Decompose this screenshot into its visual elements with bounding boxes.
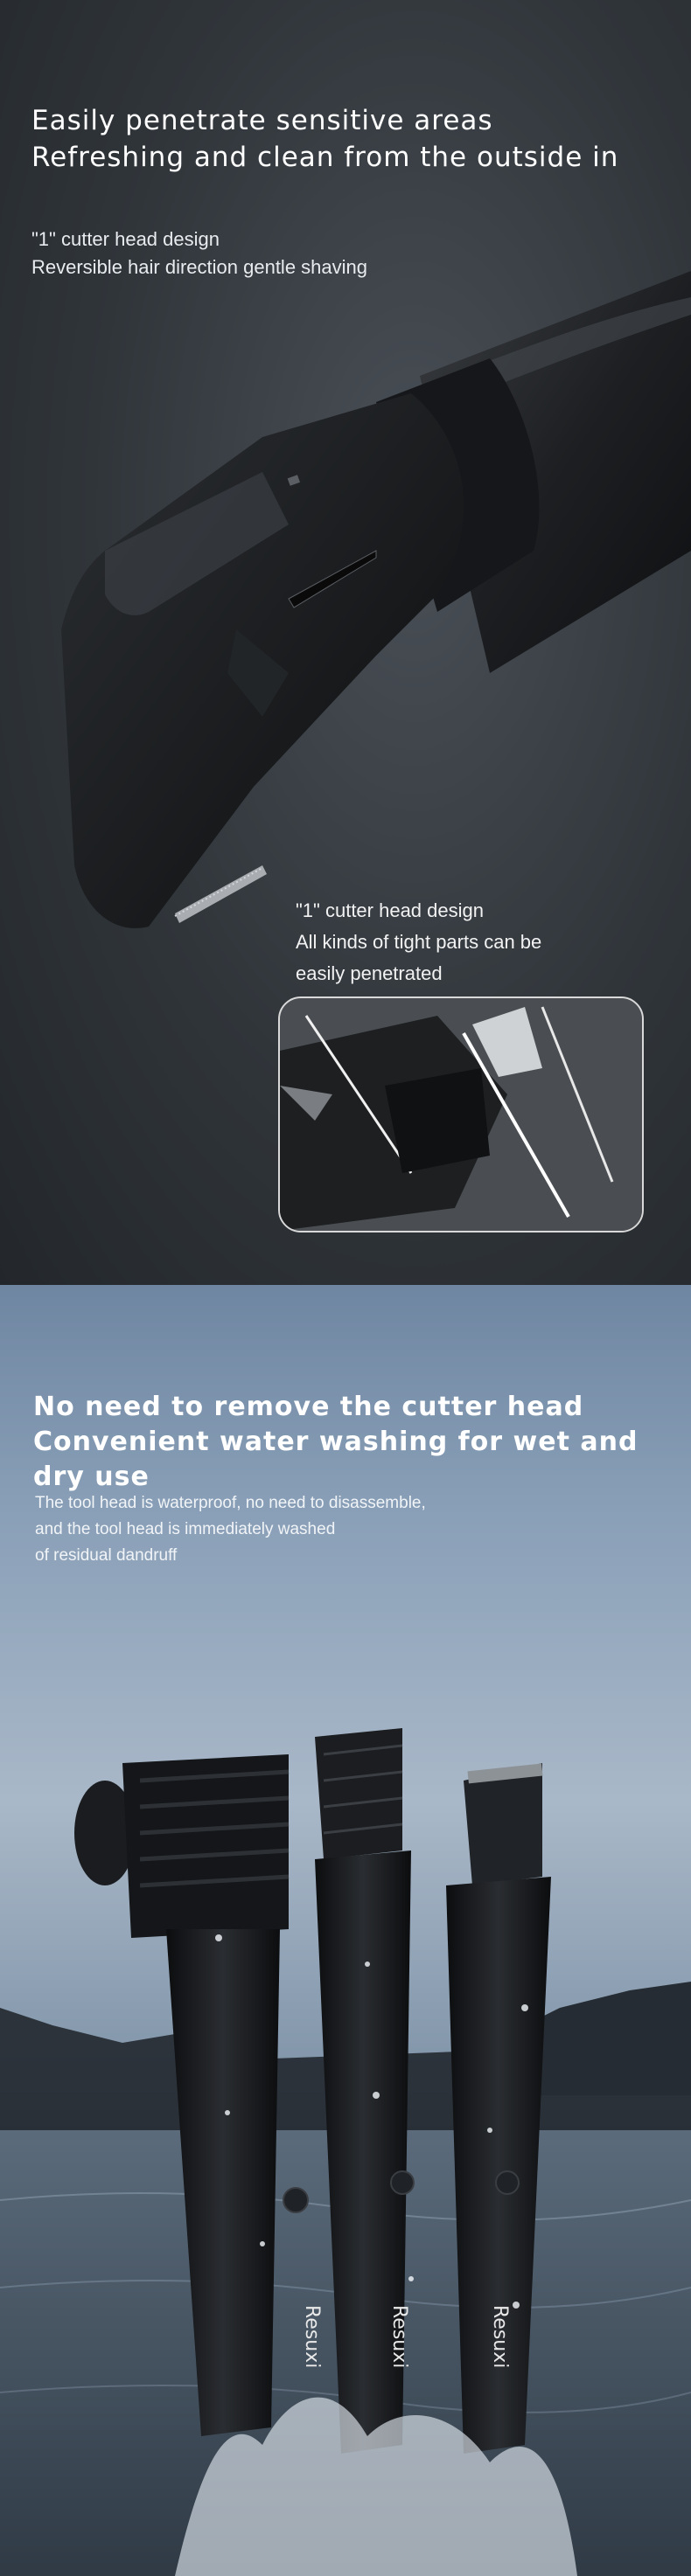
section2-sub-line2: and the tool head is immediately washed <box>35 1520 336 1538</box>
brand-label-2: Resuxi <box>388 2305 410 2369</box>
section1-sub-line2: Reversible hair direction gentle shaving <box>31 256 367 278</box>
section1-sub-line1: "1" cutter head design <box>31 228 220 250</box>
trimmers-in-water-image <box>0 1676 691 2576</box>
section-cutter-head <box>0 0 691 1285</box>
section1-headline-line2: Refreshing and clean from the outside in <box>31 142 619 173</box>
section2-headline-line2: Convenient water washing for wet and dry use <box>33 1427 639 1492</box>
section2-sub-line1: The tool head is waterproof, no need to disassemble, <box>35 1494 426 1512</box>
section-water-washing <box>0 1285 691 2576</box>
section2-sub-line3: of residual dandruff <box>35 1546 178 1565</box>
section1-headline-line1: Easily penetrate sensitive areas <box>31 105 493 136</box>
callout-line3: easily penetrated <box>296 962 443 984</box>
brand-label-3: Resuxi <box>489 2305 511 2369</box>
callout-line1: "1" cutter head design <box>296 899 484 921</box>
section2-headline-line1: No need to remove the cutter head <box>33 1392 584 1422</box>
closeup-inset-image <box>278 996 644 1232</box>
brand-label-1: Resuxi <box>301 2305 323 2369</box>
callout-line2: All kinds of tight parts can be <box>296 931 542 953</box>
